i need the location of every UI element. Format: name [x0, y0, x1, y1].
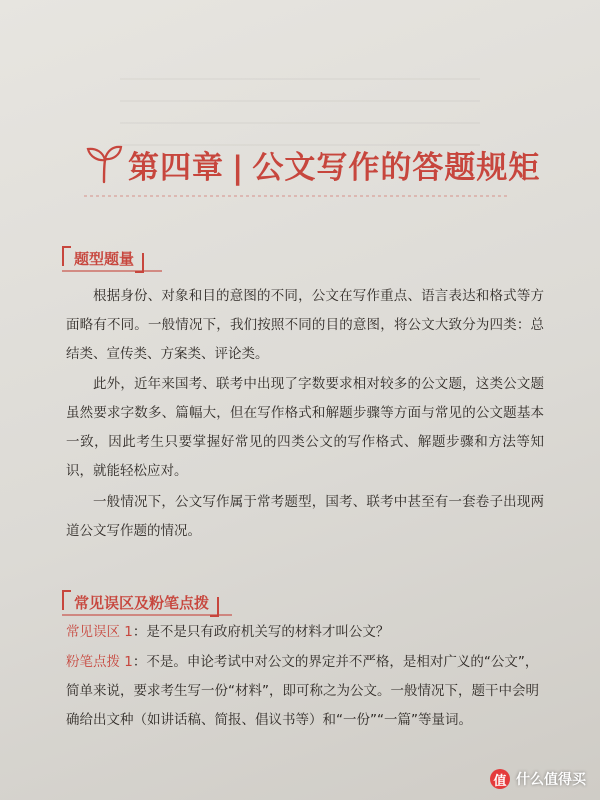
- paragraph-2: 此外，近年来国考、联考中出现了字数要求相对较多的公文题，这类公文题虽然要求字数多、篇幅大，但在写作格式和解题步骤等方面与常见的公文题基本一致，因此考生只要掌握好常见的四类公文的写作格式、解题步骤和方法等知识，就能轻松应对。: [66, 376, 544, 479]
- answer-label: 粉笔点拨 1: [66, 654, 133, 670]
- chapter-title: 公文写作的答题规矩: [252, 150, 541, 186]
- chapter-heading: [128, 142, 540, 187]
- bleed-through-text: [120, 78, 480, 148]
- section-heading-misconceptions: 常见误区及粉笔点拨: [62, 590, 219, 615]
- watermark-text: 什么值得买: [516, 772, 586, 788]
- question-text: ：是不是只有政府机关写的材料才叫公文？: [132, 624, 390, 640]
- watermark-logo-icon: 值: [490, 769, 510, 789]
- header-divider: [84, 195, 508, 197]
- watermark: [490, 768, 586, 790]
- paragraph-1: 根据身份、对象和目的意图的不同，公文在写作重点、语言表达和格式等方面略有不同。一般情况下，我们按照不同的目的意图，将公文大致分为四类：总结类、宣传类、方案类、评论类。: [66, 288, 544, 362]
- answer-text: ：不是。申论考试中对公文的界定并不严格，是相对广义的“公文”，简单来说，要求考生写一份“材料”，即可称之为公文。一般情况下，题干中会明确给出文种（如讲话稿、简报、倡议书等）和“一份”“一篇”等量词。: [66, 654, 539, 728]
- chapter-number: 第四章: [128, 150, 224, 186]
- chapter-separator: |: [232, 150, 245, 186]
- sprout-icon: [84, 140, 124, 184]
- section-heading-question-types: 题型题量: [62, 246, 144, 271]
- paragraph-3: 一般情况下，公文写作属于常考题型，国考、联考中甚至有一套卷子出现两道公文写作题的情况。: [66, 494, 544, 539]
- section-heading-underline: [62, 270, 162, 272]
- question-label: 常见误区 1: [66, 624, 133, 640]
- section-heading-underline: [62, 614, 232, 616]
- misconception-question: [66, 618, 544, 647]
- guidance-answer: [66, 648, 544, 735]
